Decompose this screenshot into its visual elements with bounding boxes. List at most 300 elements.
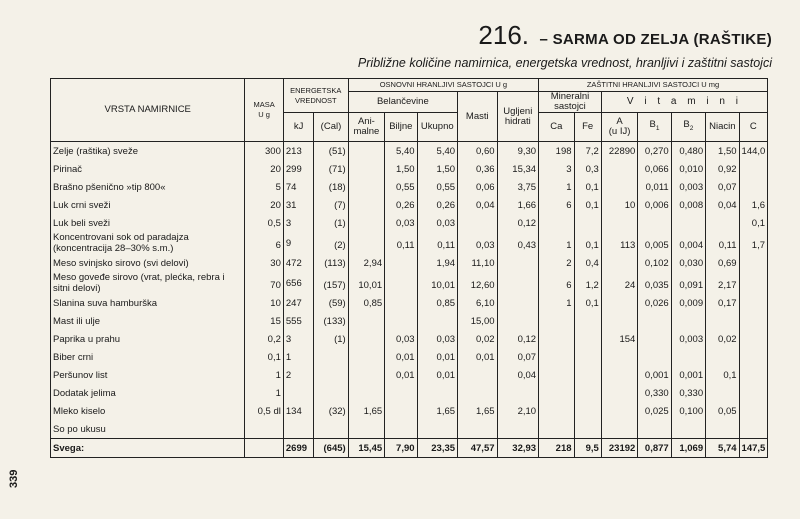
cell-ingredient-name: Dodatak jelima [51,384,245,402]
totals-masa [245,439,283,458]
cell-biljne: 0,26 [385,196,417,214]
cell-vitamin-a [601,160,637,178]
header-vitamin-b2: $B_2$ [671,113,705,142]
cell-ugljeni-hidrati: 1,66 [497,196,539,214]
cell-ugljeni-hidrati [497,384,539,402]
cell-masti [458,214,497,232]
cell-ugljeni-hidrati [497,272,539,294]
totals-cal: (645) [314,439,348,458]
recipe-title [478,20,772,51]
cell-ukupno [417,384,458,402]
cell-kj: 247 [283,294,313,312]
cell-animalne [348,384,384,402]
table-row [51,420,768,439]
cell-vitamin-b1: 0,005 [638,232,671,254]
cell-masa: 1 [245,366,283,384]
cell-biljne: 0,01 [385,366,417,384]
cell-masti: 6,10 [458,294,497,312]
cell-niacin [706,384,739,402]
cell-cal: (157) [314,272,348,294]
totals-animalne: 15,45 [348,439,384,458]
totals-vitamin-c: 147,5 [739,439,767,458]
cell-masa: 15 [245,312,283,330]
cell-biljne: 0,03 [385,330,417,348]
cell-ingredient-name: Mleko kiselo [51,402,245,420]
cell-fe: 0,4 [574,254,601,272]
totals-label: Svega: [51,439,245,458]
cell-ca [539,348,574,366]
cell-niacin: 0,07 [706,178,739,196]
cell-ingredient-name: Meso goveđe sirovo (vrat, plećka, rebra i sitni delovi) [51,272,245,294]
totals-kj: 2699 [283,439,313,458]
table-row [51,294,768,312]
header-vitamin-a: A (u IJ) [601,113,637,142]
nutrition-table [50,78,768,458]
cell-masti [458,366,497,384]
table-row [51,214,768,232]
table-subtitle: Približne količine namirnica, energetska vrednost, hranljivi i zaštitni sastojci [357,56,772,70]
cell-ukupno: 5,40 [417,142,458,161]
cell-masa: 20 [245,196,283,214]
cell-ukupno: 10,01 [417,272,458,294]
cell-vitamin-a [601,312,637,330]
cell-ukupno: 0,03 [417,330,458,348]
header-kj: kJ [283,113,313,142]
cell-ca: 3 [539,160,574,178]
cell-masa: 70 [245,272,283,294]
totals-niacin: 5,74 [706,439,739,458]
cell-kj: 472 [283,254,313,272]
cell-kj: 213 [283,142,313,161]
cell-fe: 7,2 [574,142,601,161]
cell-niacin: 0,11 [706,232,739,254]
cell-ingredient-name: Koncentrovani sok od paradajza (koncentracija 28–30% s.m.) [51,232,245,254]
cell-cal: (18) [314,178,348,196]
cell-kj: 134 [283,402,313,420]
cell-ugljeni-hidrati: 9,30 [497,142,539,161]
cell-vitamin-c [739,420,767,439]
header-zastitni: ZAŠTITNI HRANLJIVI SASTOJCI U mg [539,79,768,92]
cell-masti: 0,01 [458,348,497,366]
cell-vitamin-c [739,160,767,178]
cell-ca: 1 [539,294,574,312]
header-biljne: Biljne [385,113,417,142]
cell-vitamin-b2: 0,009 [671,294,705,312]
cell-kj: 656 [283,272,313,294]
cell-vitamin-b1: 0,011 [638,178,671,196]
table-row [51,178,768,196]
cell-vitamin-a: 24 [601,272,637,294]
cell-cal [314,384,348,402]
cell-niacin: 0,05 [706,402,739,420]
cell-vitamin-b2: 0,003 [671,178,705,196]
cell-ugljeni-hidrati: 3,75 [497,178,539,196]
cell-vitamin-b1: 0,026 [638,294,671,312]
cell-ingredient-name: Peršunov list [51,366,245,384]
cell-cal: (1) [314,214,348,232]
header-cal: (Cal) [314,113,348,142]
cell-ingredient-name: Brašno pšenično »tip 800« [51,178,245,196]
cell-ukupno: 1,50 [417,160,458,178]
cell-cal [314,348,348,366]
cell-vitamin-c [739,402,767,420]
header-ugljeni-hidrati: Ugljeni hidrati [497,92,539,142]
cell-ukupno: 0,01 [417,348,458,366]
cell-masti: 0,04 [458,196,497,214]
cell-cal: (1) [314,330,348,348]
table-row [51,312,768,330]
page-number: 339 [8,469,20,488]
cell-ca: 1 [539,232,574,254]
cell-kj [283,420,313,439]
cell-ingredient-name: Slanina suva hamburška [51,294,245,312]
cell-masti: 0,03 [458,232,497,254]
cell-biljne [385,402,417,420]
cell-biljne: 5,40 [385,142,417,161]
totals-row [51,439,768,458]
cell-vitamin-c [739,312,767,330]
cell-biljne [385,384,417,402]
cell-vitamin-a [601,348,637,366]
cell-cal [314,366,348,384]
cell-fe [574,214,601,232]
cell-ugljeni-hidrati [497,312,539,330]
cell-vitamin-a [601,384,637,402]
header-ukupno: Ukupno [417,113,458,142]
cell-vitamin-b1: 0,025 [638,402,671,420]
table-row [51,348,768,366]
cell-fe [574,366,601,384]
cell-animalne [348,420,384,439]
table-row [51,142,768,161]
cell-ingredient-name: Mast ili ulje [51,312,245,330]
totals-ukupno: 23,35 [417,439,458,458]
cell-vitamin-b2 [671,348,705,366]
cell-ugljeni-hidrati: 0,43 [497,232,539,254]
cell-vitamin-b1: 0,001 [638,366,671,384]
header-vitamini: V i t a m i n i [601,92,767,113]
table-row [51,330,768,348]
cell-vitamin-b1 [638,330,671,348]
cell-vitamin-b2: 0,030 [671,254,705,272]
nutrition-table-wrapper [50,78,768,458]
cell-kj: 1 [283,348,313,366]
cell-ingredient-name: Luk crni sveži [51,196,245,214]
cell-animalne [348,160,384,178]
cell-biljne: 0,01 [385,348,417,366]
cell-fe: 0,1 [574,196,601,214]
cell-masti [458,384,497,402]
cell-vitamin-a [601,214,637,232]
table-row [51,272,768,294]
cell-cal: (7) [314,196,348,214]
cell-cal: (133) [314,312,348,330]
cell-animalne [348,312,384,330]
cell-kj [283,384,313,402]
cell-ukupno [417,312,458,330]
cell-ca [539,366,574,384]
cell-ingredient-name: Meso svinjsko sirovo (svi delovi) [51,254,245,272]
cell-masa: 20 [245,160,283,178]
cell-kj: 299 [283,160,313,178]
cell-cal: (113) [314,254,348,272]
table-row [51,402,768,420]
table-row [51,366,768,384]
cell-animalne [348,348,384,366]
cell-vitamin-a: 154 [601,330,637,348]
recipe-name: – SARMA OD ZELJA (RAŠTIKE) [539,31,772,48]
totals-masti: 47,57 [458,439,497,458]
cell-ukupno: 0,01 [417,366,458,384]
cell-biljne: 0,03 [385,214,417,232]
cell-niacin: 0,02 [706,330,739,348]
cell-vitamin-b1: 0,066 [638,160,671,178]
cell-ingredient-name: Biber crni [51,348,245,366]
cell-masa: 30 [245,254,283,272]
cell-animalne [348,178,384,196]
cell-fe [574,420,601,439]
cell-biljne [385,272,417,294]
cell-animalne: 1,65 [348,402,384,420]
cell-niacin: 0,04 [706,196,739,214]
table-row [51,160,768,178]
totals-biljne: 7,90 [385,439,417,458]
cell-ingredient-name: Pirinač [51,160,245,178]
cell-niacin: 0,69 [706,254,739,272]
cell-vitamin-c: 1,6 [739,196,767,214]
cell-fe: 0,1 [574,232,601,254]
cell-fe: 1,2 [574,272,601,294]
table-row [51,384,768,402]
cell-vitamin-c: 0,1 [739,214,767,232]
cell-vitamin-b2: 0,003 [671,330,705,348]
recipe-number: 216. [478,20,530,50]
cell-animalne [348,214,384,232]
cell-vitamin-b2: 0,091 [671,272,705,294]
cell-vitamin-a: 10 [601,196,637,214]
cell-masa: 6 [245,232,283,254]
cell-ca [539,312,574,330]
cell-ca [539,420,574,439]
cell-vitamin-c: 1,7 [739,232,767,254]
cell-niacin [706,214,739,232]
totals-ugljeni-hidrati: 32,93 [497,439,539,458]
header-vitamin-b1: $B_1$ [638,113,671,142]
cell-ukupno: 0,03 [417,214,458,232]
cell-vitamin-c [739,348,767,366]
header-belancevine: Belančevine [348,92,457,113]
totals-fe: 9,5 [574,439,601,458]
cell-vitamin-b2: 0,100 [671,402,705,420]
cell-vitamin-b1 [638,312,671,330]
header-masa: MASA U g [245,79,283,142]
cell-cal: (2) [314,232,348,254]
cell-cal: (71) [314,160,348,178]
header-masti: Masti [458,92,497,142]
cell-vitamin-b1: 0,035 [638,272,671,294]
cell-animalne [348,196,384,214]
cell-vitamin-b1 [638,348,671,366]
cell-niacin: 0,17 [706,294,739,312]
header-ca: Ca [539,113,574,142]
cell-vitamin-b2: 0,480 [671,142,705,161]
cell-kj: 3 [283,330,313,348]
cell-masti: 12,60 [458,272,497,294]
cell-fe [574,348,601,366]
cell-masti [458,420,497,439]
cell-ca: 1 [539,178,574,196]
cell-kj: 2 [283,366,313,384]
cell-masti: 0,06 [458,178,497,196]
cell-biljne [385,294,417,312]
cell-animalne: 10,01 [348,272,384,294]
cell-vitamin-c [739,272,767,294]
cell-vitamin-c [739,366,767,384]
cell-vitamin-a: 113 [601,232,637,254]
cell-vitamin-c [739,178,767,196]
cell-masa: 1 [245,384,283,402]
cell-masti: 0,02 [458,330,497,348]
cell-masa: 300 [245,142,283,161]
cell-ca [539,214,574,232]
cell-vitamin-a [601,402,637,420]
cell-vitamin-a: 22890 [601,142,637,161]
cell-fe [574,402,601,420]
cell-ugljeni-hidrati: 2,10 [497,402,539,420]
cell-biljne [385,420,417,439]
cell-fe [574,330,601,348]
cell-ukupno: 0,26 [417,196,458,214]
cell-ingredient-name: Zelje (raštika) sveže [51,142,245,161]
table-row [51,196,768,214]
cell-kj: 555 [283,312,313,330]
cell-niacin [706,312,739,330]
cell-niacin: 0,1 [706,366,739,384]
cell-masa: 0,5 [245,214,283,232]
cell-masa: 0,1 [245,348,283,366]
cell-vitamin-a [601,254,637,272]
header-fe: Fe [574,113,601,142]
cell-vitamin-b2: 0,010 [671,160,705,178]
cell-ca: 6 [539,196,574,214]
cell-masa: 0,2 [245,330,283,348]
cell-vitamin-b1: 0,330 [638,384,671,402]
cell-vitamin-a [601,178,637,196]
table-row [51,232,768,254]
cell-masti: 0,60 [458,142,497,161]
header-niacin: Niacin [706,113,739,142]
cell-masa [245,420,283,439]
header-osnovni: OSNOVNI HRANLJIVI SASTOJCI U g [348,79,538,92]
cell-vitamin-b2: 0,001 [671,366,705,384]
cell-ukupno: 1,65 [417,402,458,420]
cell-fe [574,312,601,330]
cell-biljne: 1,50 [385,160,417,178]
cell-vitamin-c [739,384,767,402]
cell-animalne [348,142,384,161]
cell-vitamin-b1: 0,102 [638,254,671,272]
cell-ingredient-name: Luk beli sveži [51,214,245,232]
header-vrsta: VRSTA NAMIRNICE [51,79,245,142]
header-energy: ENERGETSKA VREDNOST [283,79,348,113]
cell-animalne: 2,94 [348,254,384,272]
cell-ca: 6 [539,272,574,294]
cell-ugljeni-hidrati: 15,34 [497,160,539,178]
cell-ugljeni-hidrati: 0,12 [497,330,539,348]
header-vitamin-c: C [739,113,767,142]
cell-ingredient-name: So po ukusu [51,420,245,439]
cell-ukupno: 0,11 [417,232,458,254]
cell-masa: 10 [245,294,283,312]
cell-ukupno: 1,94 [417,254,458,272]
cell-vitamin-b2 [671,214,705,232]
cell-vitamin-c [739,254,767,272]
cell-masti: 11,10 [458,254,497,272]
cell-ugljeni-hidrati: 0,04 [497,366,539,384]
cell-vitamin-b1: 0,270 [638,142,671,161]
cell-fe: 0,3 [574,160,601,178]
cell-kj: 74 [283,178,313,196]
cell-ugljeni-hidrati: 0,12 [497,214,539,232]
cell-masa: 5 [245,178,283,196]
totals-vitamin-a: 23192 [601,439,637,458]
cell-biljne: 0,11 [385,232,417,254]
cell-ingredient-name: Paprika u prahu [51,330,245,348]
table-row [51,254,768,272]
cell-ca: 198 [539,142,574,161]
cell-animalne: 0,85 [348,294,384,312]
cell-biljne: 0,55 [385,178,417,196]
cell-vitamin-b2 [671,312,705,330]
cell-ca [539,384,574,402]
cell-biljne [385,312,417,330]
cell-kj: 31 [283,196,313,214]
header-animalne: Ani- malne [348,113,384,142]
totals-vitamin-b2: 1,069 [671,439,705,458]
cell-ugljeni-hidrati: 0,07 [497,348,539,366]
cell-ukupno: 0,55 [417,178,458,196]
cell-ukupno [417,420,458,439]
cell-ca: 2 [539,254,574,272]
cell-niacin: 2,17 [706,272,739,294]
cell-vitamin-b2: 0,330 [671,384,705,402]
cell-cal [314,420,348,439]
header-mineralni: Mineralni sastojci [539,92,602,113]
cell-cal: (59) [314,294,348,312]
cell-masa: 0,5 dl [245,402,283,420]
cell-kj: 9 [283,232,313,254]
cell-fe: 0,1 [574,294,601,312]
cell-masti: 0,36 [458,160,497,178]
cell-animalne [348,232,384,254]
cell-vitamin-b1: 0,006 [638,196,671,214]
cell-masti: 15,00 [458,312,497,330]
cell-animalne [348,366,384,384]
cell-ugljeni-hidrati [497,420,539,439]
cell-niacin: 0,92 [706,160,739,178]
cell-vitamin-a [601,366,637,384]
cell-ca [539,330,574,348]
cell-fe [574,384,601,402]
totals-vitamin-b1: 0,877 [638,439,671,458]
cell-vitamin-b1 [638,420,671,439]
cell-vitamin-a [601,294,637,312]
cell-vitamin-b2: 0,004 [671,232,705,254]
cell-ca [539,402,574,420]
cell-vitamin-b2 [671,420,705,439]
cell-kj: 3 [283,214,313,232]
cell-ugljeni-hidrati [497,254,539,272]
